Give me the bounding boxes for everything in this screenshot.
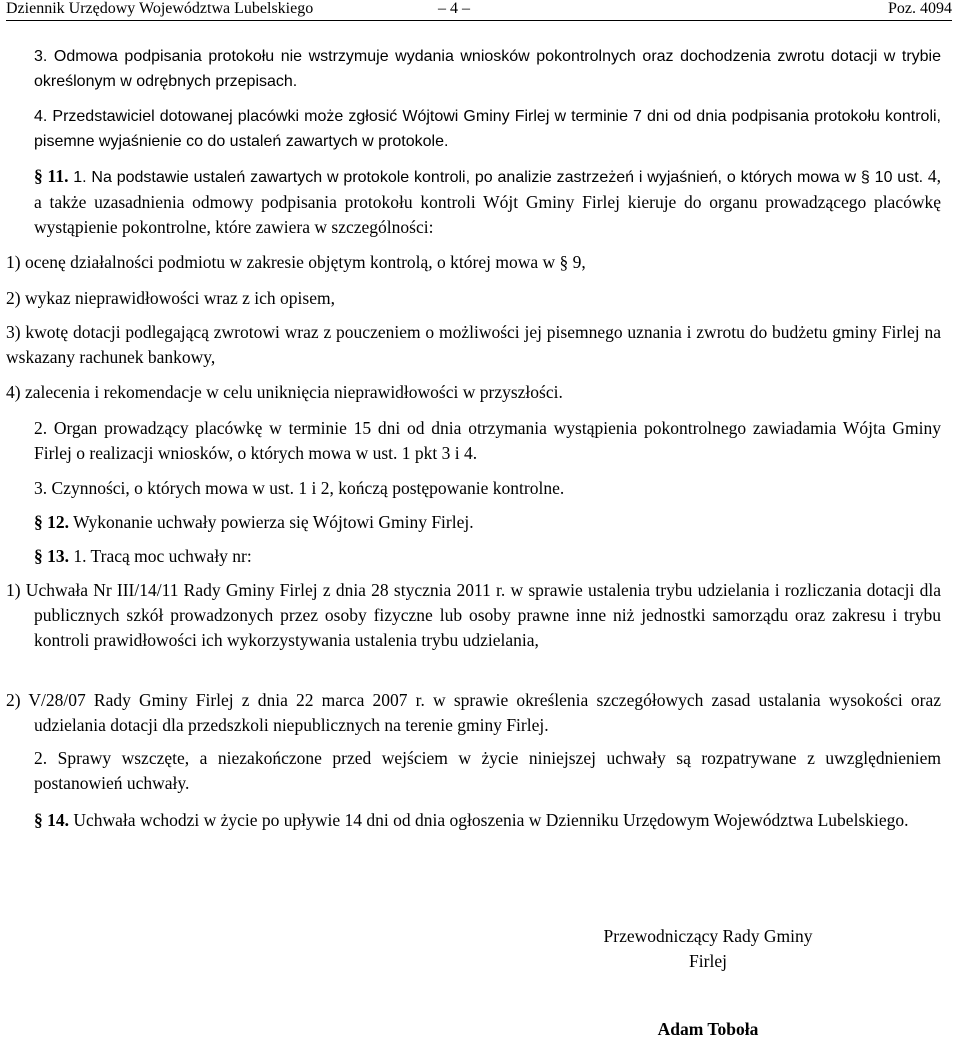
- section-12-text: Wykonanie uchwały powierza się Wójtowi Gminy Firlej.: [73, 512, 474, 532]
- section-13: [6, 544, 941, 569]
- item-2: 2) wykaz nieprawidłowości wraz z ich opisem,: [6, 288, 335, 308]
- signature-title-line-1: Przewodniczący Rady Gminy: [603, 926, 813, 946]
- section-13-text: 1. Tracą moc uchwały nr:: [73, 546, 252, 566]
- section-11-text-b: 4, a także uzasadnienia odmowy podpisania protokołu kontroli Wójt Gminy Firlej kieruje do organu prowadzącego placówkę wystąpienie pokontrolne, które zawiera w szczególności:: [34, 166, 942, 237]
- section-11-number: § 11.: [34, 166, 69, 186]
- signature-title-line-2: Firlej: [689, 951, 727, 971]
- paragraph-11-2: 2. Organ prowadzący placówkę w terminie 15 dni od dnia otrzymania wystąpienia pokontrolnego zawiadamia Wójta Gminy Firlej o realizacji wniosków, o których mowa w ust. 1 pkt 3 i 4.: [34, 418, 941, 463]
- signature-name: Adam Toboła: [657, 1019, 759, 1039]
- repealed-resolution-2: 2) V/28/07 Rady Gminy Firlej z dnia 22 marca 2007 r. w sprawie określenia szczegółowych zasad ustalania wysokości oraz udzielania dotacji dla przedszkoli niepublicznych na terenie gminy Firlej.: [6, 690, 941, 735]
- signature-title: [558, 924, 858, 974]
- paragraph-10-3: 3. Odmowa podpisania protokołu nie wstrzymuje wydania wniosków pokontrolnych oraz dochodzenia zwrotu dotacji w trybie określonym w odrębnych przepisach.: [34, 48, 941, 90]
- header-divider: [6, 20, 952, 21]
- item-4: 4) zalecenia i rekomendacje w celu uniknięcia nieprawidłowości w przyszłości.: [6, 382, 563, 402]
- section-11-text-a: 1. Na podstawie ustaleń zawartych w protokole kontroli, po analizie zastrzeżeń i wyjaśnień, o których mowa w § 10 ust.: [73, 169, 924, 186]
- section-14-number: § 14.: [34, 810, 69, 830]
- section-14-text: Uchwała wchodzi w życie po upływie 14 dni od dnia ogłoszenia w Dzienniku Urzędowym Województwa Lubelskiego.: [73, 810, 909, 830]
- item-1: 1) ocenę działalności podmiotu w zakresie objętym kontrolą, o której mowa w § 9,: [6, 252, 586, 272]
- item-3: 3) kwotę dotacji podlegającą zwrotowi wraz z pouczeniem o możliwości jej pisemnego uznania i zwrotu do budżetu gminy Firlej na wskazany rachunek bankowy,: [6, 322, 941, 367]
- paragraph-11-3: 3. Czynności, o których mowa w ust. 1 i 2, kończą postępowanie kontrolne.: [34, 478, 565, 498]
- section-13-number: § 13.: [34, 546, 69, 566]
- repealed-resolution-1: 1) Uchwała Nr III/14/11 Rady Gminy Firlej z dnia 28 stycznia 2011 r. w sprawie ustalenia trybu udzielania i rozliczania dotacji dla publicznych szkół prowadzonych przez osoby fizyczne lub osoby prawne inne niż jednostki samorządu oraz zakresu i trybu kontroli prawidłowości ich wykorzystywania ustalenia trybu udzielania,: [6, 580, 941, 650]
- paragraph-10-4: 4. Przedstawiciel dotowanej placówki może zgłosić Wójtowi Gminy Firlej w terminie 7 dni od dnia podpisania protokołu kontroli, pisemne wyjaśnienie co do ustaleń zawartych w protokole.: [34, 108, 941, 150]
- page-header: [6, 0, 952, 20]
- page-number: – 4 –: [438, 0, 470, 17]
- section-12: [6, 510, 941, 535]
- paragraph-13-2: 2. Sprawy wszczęte, a niezakończone przed wejściem w życie niniejszej uchwały są rozpatrywane z uwzględnieniem postanowień uchwały.: [34, 748, 941, 793]
- section-14: [6, 808, 941, 833]
- section-11-paragraph-1: [6, 164, 941, 240]
- position-number: Poz. 4094: [888, 0, 952, 17]
- section-12-number: § 12.: [34, 512, 69, 532]
- journal-title: Dziennik Urzędowy Województwa Lubelskiego: [6, 0, 314, 17]
